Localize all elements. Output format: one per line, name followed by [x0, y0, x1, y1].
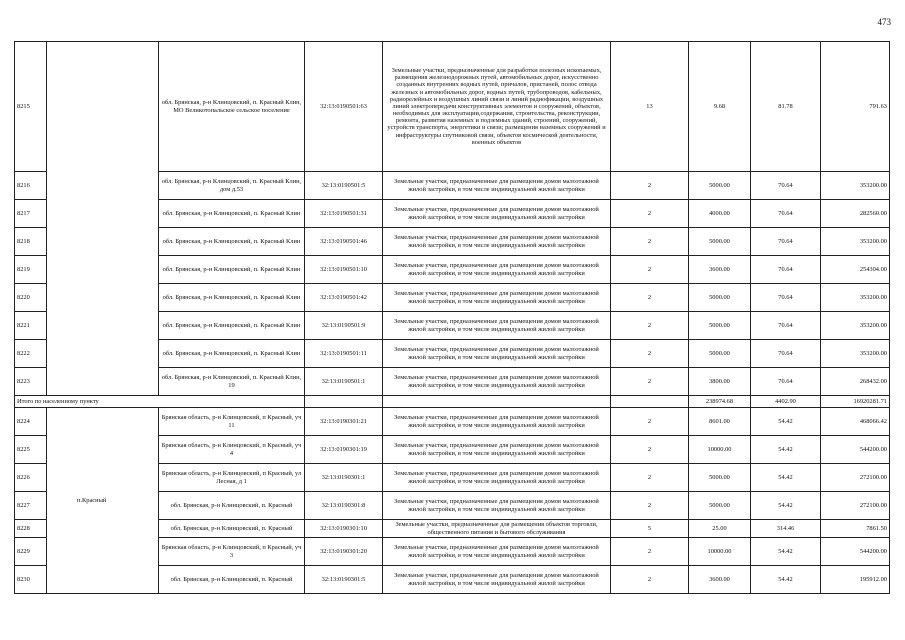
use-code: 2	[611, 340, 689, 368]
area-value: 10000.00	[689, 538, 751, 566]
use-code: 13	[611, 42, 689, 172]
row-number: 8225	[15, 436, 47, 464]
cadastral-number: 32:13:0190301:8	[305, 492, 383, 520]
row-number: 8226	[15, 464, 47, 492]
specific-value: 54.42	[751, 566, 821, 594]
cadastral-number: 32:13:0190301:21	[305, 408, 383, 436]
cadastral-number: 32:13:0190301:1	[305, 464, 383, 492]
subtotal-value: 16920281.71	[821, 396, 890, 408]
cadastral-value: 544200.00	[821, 436, 890, 464]
specific-value: 70.64	[751, 284, 821, 312]
settlement-cell	[47, 408, 159, 594]
area-value: 5000.00	[689, 284, 751, 312]
use-code: 2	[611, 368, 689, 396]
row-number: 8229	[15, 538, 47, 566]
cadastral-number: 32:13:0190501:63	[305, 42, 383, 172]
land-use-description: Земельные участки, предназначенные для размещения домов малоэтажной жилой застройки, в том числе индивидуальной жилой застройки	[383, 492, 611, 520]
area-value: 5000.00	[689, 228, 751, 256]
land-use-description: Земельные участки, предназначенные для размещения домов малоэтажной жилой застройки, в том числе индивидуальной жилой застройки	[383, 538, 611, 566]
row-number: 8221	[15, 312, 47, 340]
cadastral-number: 32:13:0190301:5	[305, 566, 383, 594]
area-value: 25.00	[689, 520, 751, 538]
use-code: 2	[611, 228, 689, 256]
land-use-description: Земельные участки, предназначенные для размещения объектов торговли, общественного питания и бытового обслуживания	[383, 520, 611, 538]
land-use-description: Земельные участки, предназначенные для размещения домов малоэтажной жилой застройки, в том числе индивидуальной жилой застройки	[383, 228, 611, 256]
specific-value: 70.64	[751, 200, 821, 228]
row-number: 8224	[15, 408, 47, 436]
specific-value: 54.42	[751, 464, 821, 492]
table-row	[15, 408, 890, 436]
use-code: 2	[611, 566, 689, 594]
address-cell: Брянская область, р-н Клинцовский, п Красный, уч 3	[159, 538, 305, 566]
address-cell: обл. Брянская, р-н Клинцовский, п. Красный Клин	[159, 312, 305, 340]
specific-value: 54.42	[751, 538, 821, 566]
row-number: 8220	[15, 284, 47, 312]
specific-value: 70.64	[751, 312, 821, 340]
subtotal-row	[15, 396, 890, 408]
cadastral-number: 32:13:0190501:42	[305, 284, 383, 312]
use-code: 2	[611, 492, 689, 520]
row-number: 8219	[15, 256, 47, 284]
address-cell: Брянская область, р-н Клинцовский, п Красный, уч 4	[159, 436, 305, 464]
area-value: 4000.00	[689, 200, 751, 228]
use-code: 2	[611, 464, 689, 492]
area-value: 3600.00	[689, 566, 751, 594]
land-use-description: Земельные участки, предназначенные для размещения домов малоэтажной жилой застройки, в том числе индивидуальной жилой застройки	[383, 172, 611, 200]
subtotal-rate: 4402.90	[751, 396, 821, 408]
land-use-description: Земельные участки, предназначенные для размещения домов малоэтажной жилой застройки, в том числе индивидуальной жилой застройки	[383, 284, 611, 312]
table-row	[15, 42, 890, 172]
cadastral-value: 272100.00	[821, 492, 890, 520]
address-cell: Брянская область, р-н Клинцовский, п Красный, ул Лесная, д 1	[159, 464, 305, 492]
area-value: 5000.00	[689, 172, 751, 200]
row-number: 8228	[15, 520, 47, 538]
cadastral-number: 32:13:0190501:11	[305, 340, 383, 368]
cadastral-number: 32:13:0190501:1	[305, 368, 383, 396]
address-cell: обл. Брянская, р-н Клинцовский, п. Красный	[159, 520, 305, 538]
cadastral-value: 468066.42	[821, 408, 890, 436]
land-use-description: Земельные участки, предназначенные для размещения домов малоэтажной жилой застройки, в том числе индивидуальной жилой застройки	[383, 408, 611, 436]
use-code: 2	[611, 436, 689, 464]
cadastral-value: 254304.00	[821, 256, 890, 284]
area-value: 5000.00	[689, 340, 751, 368]
cadastral-value: 544200.00	[821, 538, 890, 566]
subtotal-label: Итого по населенному пункту	[15, 396, 305, 408]
subtotal-area: 238974.68	[689, 396, 751, 408]
use-code: 2	[611, 200, 689, 228]
row-number: 8217	[15, 200, 47, 228]
cadastral-number: 32:13:0190501:5	[305, 172, 383, 200]
use-code: 2	[611, 284, 689, 312]
specific-value: 70.64	[751, 340, 821, 368]
use-code: 5	[611, 520, 689, 538]
row-number: 8230	[15, 566, 47, 594]
row-number: 8223	[15, 368, 47, 396]
cadastral-value: 353200.00	[821, 340, 890, 368]
area-value: 9.68	[689, 42, 751, 172]
specific-value: 70.64	[751, 172, 821, 200]
address-cell: Брянская область, р-н Клинцовский, п Красный, уч 11	[159, 408, 305, 436]
use-code: 2	[611, 538, 689, 566]
address-cell: обл. Брянская, р-н Клинцовский, п. Красный Клин	[159, 200, 305, 228]
address-cell: обл. Брянская, р-н Клинцовский, п. Красный	[159, 566, 305, 594]
specific-value: 81.78	[751, 42, 821, 172]
specific-value: 70.64	[751, 256, 821, 284]
cadastral-value: 272100.00	[821, 464, 890, 492]
row-number: 8222	[15, 340, 47, 368]
land-use-description: Земельные участки, предназначенные для разработки полезных ископаемых, размещения железнодорожных путей, автомобильных дорог, искусственно созданных внутренних водных путей, причалов, пристаней, полос отвода железных и автомобильных дорог, водных путей, трубопроводов, кабельных, радиорелейных и воздушных линий связи и линий радиофикации, воздушных линий электропередачи конструктивных элементов и сооружений, объектов, необходимых для эксплуатации,содержания, строительства, реконструкции, ремонта, развития наземных и подземных зданий, строений, сооружений, устройств транспорта, энергетики и связи; размещения наземных сооружений и инфраструктуры спутниковой связи, объектов космической деятельности, военных объектов	[383, 42, 611, 172]
cadastral-value: 353200.00	[821, 284, 890, 312]
land-use-description: Земельные участки, предназначенные для размещения домов малоэтажной жилой застройки, в том числе индивидуальной жилой застройки	[383, 566, 611, 594]
specific-value: 54.42	[751, 408, 821, 436]
cadastral-number: 32:13:0190501:46	[305, 228, 383, 256]
specific-value: 54.42	[751, 492, 821, 520]
cadastral-number: 32:13:0190301:20	[305, 538, 383, 566]
cadastral-value: 353200.00	[821, 228, 890, 256]
address-cell: обл. Брянская, р-н Клинцовский, п. Красный Клин	[159, 340, 305, 368]
specific-value: 70.64	[751, 368, 821, 396]
land-use-description: Земельные участки, предназначенные для размещения домов малоэтажной жилой застройки, в том числе индивидуальной жилой застройки	[383, 368, 611, 396]
settlement-name: п.Красный	[77, 496, 107, 504]
specific-value: 70.64	[751, 228, 821, 256]
row-number: 8216	[15, 172, 47, 200]
area-value: 10000.00	[689, 436, 751, 464]
land-use-description: Земельные участки, предназначенные для размещения домов малоэтажной жилой застройки, в том числе индивидуальной жилой застройки	[383, 464, 611, 492]
area-value: 8601.00	[689, 408, 751, 436]
area-value: 5000.00	[689, 492, 751, 520]
address-cell: обл. Брянская, р-н Клинцовский, п. Красный Клин, МО Великотопальское сельское поселение	[159, 42, 305, 172]
cadastral-value: 353200.00	[821, 312, 890, 340]
land-register-table	[14, 41, 890, 594]
cadastral-value: 195912.00	[821, 566, 890, 594]
row-number: 8218	[15, 228, 47, 256]
address-cell: обл. Брянская, р-н Клинцовский, п. Красный Клин	[159, 256, 305, 284]
use-code: 2	[611, 256, 689, 284]
specific-value: 314.46	[751, 520, 821, 538]
area-value: 3800.00	[689, 368, 751, 396]
cadastral-number: 32:13:0190301:10	[305, 520, 383, 538]
cadastral-value: 282560.00	[821, 200, 890, 228]
address-cell: обл. Брянская, р-н Клинцовский, п. Красный Клин	[159, 284, 305, 312]
row-number: 8227	[15, 492, 47, 520]
use-code: 2	[611, 312, 689, 340]
cadastral-value: 7861.50	[821, 520, 890, 538]
address-cell: обл. Брянская, р-н Клинцовский, п. Красный Клин	[159, 228, 305, 256]
area-value: 5000.00	[689, 464, 751, 492]
cadastral-number: 32:13:0190501:9	[305, 312, 383, 340]
settlement-cell	[47, 42, 159, 396]
cadastral-value: 791.63	[821, 42, 890, 172]
address-cell: обл. Брянская, р-н Клинцовский, п. Красный Клин, 19	[159, 368, 305, 396]
cadastral-value: 268432.00	[821, 368, 890, 396]
cadastral-number: 32:13:0190301:19	[305, 436, 383, 464]
cadastral-value: 353200.00	[821, 172, 890, 200]
cadastral-number: 32:13:0190501:31	[305, 200, 383, 228]
land-use-description: Земельные участки, предназначенные для размещения домов малоэтажной жилой застройки, в том числе индивидуальной жилой застройки	[383, 200, 611, 228]
page-number: 473	[877, 17, 891, 27]
address-cell: обл. Брянская, р-н Клинцовский, п. Красный Клин, дом д.53	[159, 172, 305, 200]
row-number: 8215	[15, 42, 47, 172]
address-cell: обл. Брянская, р-н Клинцовский, п. Красный	[159, 492, 305, 520]
land-use-description: Земельные участки, предназначенные для размещения домов малоэтажной жилой застройки, в том числе индивидуальной жилой застройки	[383, 256, 611, 284]
specific-value: 54.42	[751, 436, 821, 464]
use-code: 2	[611, 408, 689, 436]
area-value: 5000.00	[689, 312, 751, 340]
land-use-description: Земельные участки, предназначенные для размещения домов малоэтажной жилой застройки, в том числе индивидуальной жилой застройки	[383, 312, 611, 340]
area-value: 3600.00	[689, 256, 751, 284]
cadastral-number: 32:13:0190501:10	[305, 256, 383, 284]
land-use-description: Земельные участки, предназначенные для размещения домов малоэтажной жилой застройки, в том числе индивидуальной жилой застройки	[383, 436, 611, 464]
land-use-description: Земельные участки, предназначенные для размещения домов малоэтажной жилой застройки, в том числе индивидуальной жилой застройки	[383, 340, 611, 368]
use-code: 2	[611, 172, 689, 200]
